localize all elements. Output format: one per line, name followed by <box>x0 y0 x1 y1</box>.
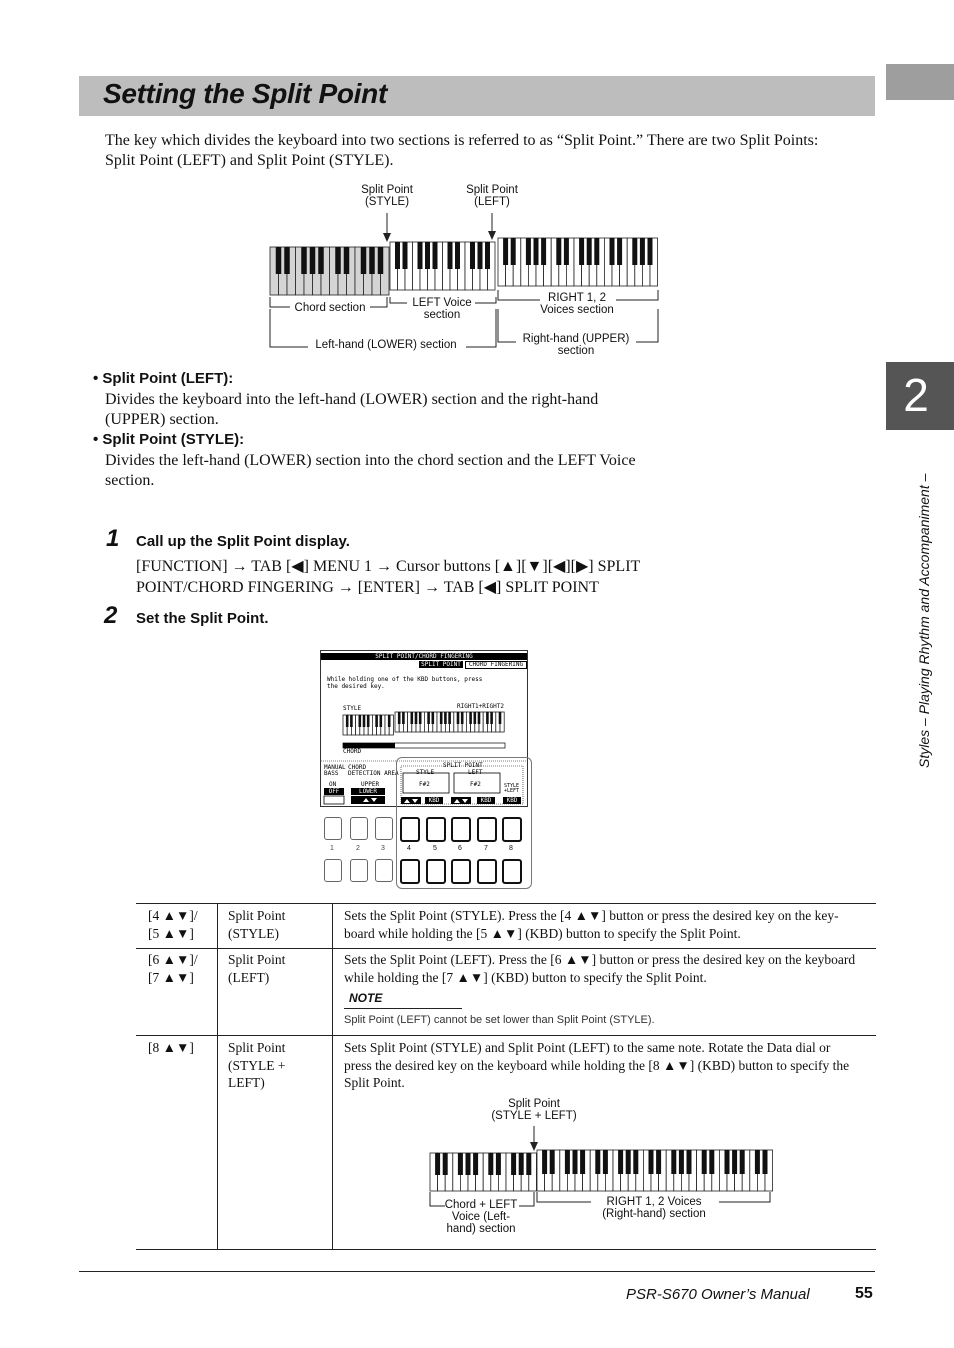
right-voice-section-black-key <box>511 238 516 265</box>
lcd-right-black-key <box>461 712 464 724</box>
right-voice-section-black-key <box>648 238 653 265</box>
lcd-right-black-key <box>490 712 493 724</box>
left-hand-section-black-key <box>526 1153 531 1175</box>
left-voice-section-black-key <box>395 242 400 269</box>
lcd-right-black-key <box>415 712 418 724</box>
step-1-line-2: POINT/CHORD FINGERING → [ENTER] → TAB [◀] SPLIT POINT <box>136 579 599 596</box>
lcd-left-black-key <box>350 715 353 727</box>
row1-description: Sets the Split Point (STYLE). Press the [4 ▲▼] button or press the desired key on the key- board while holding the [5 ▲▼] (KBD) button to specify the Split Point. <box>344 908 839 941</box>
left-voice-section-black-key <box>418 242 423 269</box>
left-hand-section-black-key <box>496 1153 501 1175</box>
panel-button-area <box>320 805 532 889</box>
lcd-style-left-label: STYLE +LEFT <box>504 783 520 794</box>
lcd-right-black-key <box>448 712 451 724</box>
bullet-text-left-2: (UPPER) section. <box>105 411 219 428</box>
chord-section-black-key <box>378 247 384 274</box>
left-hand-section-black-key <box>435 1153 440 1175</box>
right-hand-section-black-key <box>687 1150 692 1174</box>
right-voice-section-black-key <box>534 238 539 265</box>
panel-button-4-up[interactable] <box>400 817 420 842</box>
lcd-left-black-key <box>388 715 391 727</box>
bullet-text-style-2: section. <box>105 472 155 489</box>
panel-button-6-up[interactable] <box>451 817 471 842</box>
label-split-point-style: Split Point (STYLE) <box>361 184 413 208</box>
note-label: NOTE <box>349 991 383 1005</box>
left-hand-section-black-key <box>466 1153 471 1175</box>
chord-section-black-key <box>284 247 290 274</box>
table-row-rule-1 <box>136 948 876 949</box>
panel-number-1: 1 <box>330 845 334 852</box>
lcd-style-label: STYLE <box>343 705 362 712</box>
lcd-left-black-key <box>359 715 362 727</box>
right-hand-section-black-key <box>542 1150 547 1174</box>
left-hand-section-black-key <box>443 1153 448 1175</box>
label-split-point-left: Split Point (LEFT) <box>466 184 518 208</box>
step-2-heading: Set the Split Point. <box>136 610 269 627</box>
table-col-rule-2 <box>332 903 333 1249</box>
step-1-heading: Call up the Split Point display. <box>136 533 350 550</box>
chapter-side-title: Styles – Playing Rhythm and Accompaniment – <box>916 473 932 768</box>
right-hand-section-black-key <box>755 1150 760 1174</box>
panel-number-8: 8 <box>509 845 513 852</box>
left-voice-section-black-key <box>455 242 460 269</box>
right-hand-section-black-key <box>763 1150 768 1174</box>
panel-button-3-up[interactable] <box>375 817 393 840</box>
label-chord-left-voice-section: Chord + LEFT Voice (Left- hand) section <box>444 1199 518 1235</box>
lcd-upper-label: UPPER <box>361 781 380 788</box>
bullet-text-style-1: Divides the left-hand (LOWER) section into the chord section and the LEFT Voice <box>105 452 636 469</box>
lcd-tab-split-point[interactable]: SPLIT POINT <box>419 661 463 668</box>
lcd-right-black-key <box>444 712 447 724</box>
lcd-left-black-key <box>363 715 366 727</box>
panel-button-1-up[interactable] <box>324 817 342 840</box>
panel-button-2-down[interactable] <box>350 859 368 882</box>
lcd-right-label: RIGHT1+RIGHT2 <box>457 703 504 710</box>
right-hand-section-black-key <box>595 1150 600 1174</box>
panel-button-8-down[interactable] <box>502 859 522 884</box>
chord-section-black-key <box>276 247 282 274</box>
left-voice-section-black-key <box>448 242 453 269</box>
lcd-right-black-key <box>469 712 472 724</box>
panel-number-5: 5 <box>433 845 437 852</box>
left-voice-section-black-key <box>425 242 430 269</box>
chord-section-black-key <box>301 247 307 274</box>
lcd-chord-label: CHORD <box>343 748 362 755</box>
label-chord-section: Chord section <box>294 302 366 314</box>
panel-number-2: 2 <box>356 845 360 852</box>
lcd-right-black-key <box>499 712 502 724</box>
footer-rule <box>79 1271 875 1272</box>
lcd-manual-bass: MANUAL BASS <box>324 764 346 777</box>
right-voice-section-black-key <box>617 238 622 265</box>
lcd-right-black-key <box>411 712 414 724</box>
row2-name: Split Point (LEFT) <box>228 952 286 985</box>
row1-buttons: [4 ▲▼]/ [5 ▲▼] <box>148 908 198 941</box>
chord-section-black-key <box>310 247 316 274</box>
lcd-left-black-key <box>367 715 370 727</box>
right-hand-section-black-key <box>709 1150 714 1174</box>
left-voice-section-black-key <box>478 242 483 269</box>
panel-button-3-down[interactable] <box>375 859 393 882</box>
chapter-number: 2 <box>903 369 929 421</box>
left-hand-section-black-key <box>511 1153 516 1175</box>
lcd-tab-chord-fingering[interactable]: CHORD FINGERING <box>465 661 527 669</box>
right-hand-section-black-key <box>671 1150 676 1174</box>
right-voice-section-black-key <box>594 238 599 265</box>
panel-button-2-up[interactable] <box>350 817 368 840</box>
keyboard-split-diagram <box>260 205 670 355</box>
label-right-voices-section-2: RIGHT 1, 2 Voices (Right-hand) section <box>602 1196 706 1220</box>
bullet-heading-left: • Split Point (LEFT): <box>93 370 234 387</box>
right-hand-section-black-key <box>626 1150 631 1174</box>
chord-section-black-key <box>344 247 350 274</box>
label-left-voice-section: LEFT Voice section <box>412 297 472 321</box>
lcd-right-black-key <box>398 712 401 724</box>
lcd-kbd-label-7: KBD <box>477 797 495 804</box>
right-voice-section-black-key <box>610 238 615 265</box>
footer-manual-title: PSR-S670 Owner’s Manual <box>626 1286 810 1303</box>
chord-section-black-key <box>369 247 375 274</box>
chapter-tab <box>886 362 954 430</box>
lcd-style-note-value: F#2 <box>419 781 430 788</box>
lcd-off-label: OFF <box>324 788 344 795</box>
label-lower-section: Left-hand (LOWER) section <box>315 339 457 351</box>
right-voice-section-black-key <box>640 238 645 265</box>
lcd-right-black-key <box>486 712 489 724</box>
lcd-kbd-label-5: KBD <box>425 797 443 804</box>
label-upper-section: Right-hand (UPPER) section <box>522 333 630 357</box>
lcd-instruction-1: While holding one of the KBD buttons, press <box>327 676 483 683</box>
right-hand-section-black-key <box>725 1150 730 1174</box>
row1-name: Split Point (STYLE) <box>228 908 286 941</box>
lcd-right-black-key <box>427 712 430 724</box>
left-voice-section-black-key <box>470 242 475 269</box>
panel-button-7-up[interactable] <box>477 817 497 842</box>
panel-button-7-down[interactable] <box>477 859 497 884</box>
right-voice-section-black-key <box>632 238 637 265</box>
note-underline <box>344 1008 462 1009</box>
lcd-right-black-key <box>457 712 460 724</box>
chord-section-black-key <box>318 247 324 274</box>
lcd-left-box-label: LEFT <box>468 769 483 776</box>
row2-buttons: [6 ▲▼]/ [7 ▲▼] <box>148 952 198 985</box>
right-voice-section-black-key <box>579 238 584 265</box>
chord-section-black-key <box>335 247 341 274</box>
right-hand-section-black-key <box>565 1150 570 1174</box>
panel-number-6: 6 <box>458 845 462 852</box>
right-hand-section-black-key <box>740 1150 745 1174</box>
lcd-left-black-key <box>346 715 349 727</box>
right-voice-section-black-key <box>587 238 592 265</box>
left-voice-section-black-key <box>403 242 408 269</box>
table-bottom-rule <box>136 1249 876 1250</box>
row3-name: Split Point (STYLE + LEFT) <box>228 1040 286 1090</box>
right-voice-section-black-key <box>556 238 561 265</box>
right-voice-section-black-key <box>503 238 508 265</box>
right-hand-section-black-key <box>618 1150 623 1174</box>
right-voice-section-black-key <box>526 238 531 265</box>
lcd-right-black-key <box>432 712 435 724</box>
panel-button-5-down[interactable] <box>426 859 446 884</box>
right-hand-section-black-key <box>656 1150 661 1174</box>
label-right-voices-section: RIGHT 1, 2 Voices section <box>540 292 614 316</box>
bullet-heading-style: • Split Point (STYLE): <box>93 431 245 448</box>
right-hand-section-black-key <box>732 1150 737 1174</box>
lcd-lower-label: LOWER <box>351 788 385 795</box>
right-hand-section-black-key <box>702 1150 707 1174</box>
right-hand-section-black-key <box>679 1150 684 1174</box>
left-hand-section-black-key <box>458 1153 463 1175</box>
intro-line-1: The key which divides the keyboard into two sections is referred to as “Split Point.” There are two Split Points: <box>105 132 819 149</box>
note-text: Split Point (LEFT) cannot be set lower than Split Point (STYLE). <box>344 1014 655 1026</box>
corner-tab <box>886 64 954 100</box>
right-hand-section-black-key <box>550 1150 555 1174</box>
panel-button-4-down[interactable] <box>400 859 420 884</box>
right-hand-section-black-key <box>580 1150 585 1174</box>
left-hand-section-black-key <box>519 1153 524 1175</box>
lcd-left-note-value: F#2 <box>470 781 481 788</box>
panel-number-4: 4 <box>407 845 411 852</box>
left-hand-section-black-key <box>488 1153 493 1175</box>
footer-page-number: 55 <box>855 1285 873 1302</box>
table-col-rule-1 <box>217 903 218 1249</box>
step-2-number: 2 <box>104 602 118 629</box>
row3-buttons: [8 ▲▼] <box>148 1040 194 1055</box>
step-1-number: 1 <box>106 525 120 552</box>
keyboard-split-diagram-2 <box>425 1122 777 1222</box>
panel-button-5-up[interactable] <box>426 817 446 842</box>
lcd-split-point-label: SPLIT POINT <box>443 762 483 769</box>
lcd-style-box-label: STYLE <box>416 769 435 776</box>
row3-description: Sets Split Point (STYLE) and Split Point (LEFT) to the same note. Rotate the Data dial or press the desired key on the keyboard while holding the [8 ▲▼] (KBD) button to specify the Split Point. <box>344 1040 850 1090</box>
step-1-line-1: [FUNCTION] → TAB [◀] MENU 1 → Cursor buttons [▲][▼][◀][▶] SPLIT <box>136 558 641 575</box>
panel-number-3: 3 <box>381 845 385 852</box>
table-top-rule <box>136 903 876 904</box>
row2-description: Sets the Split Point (LEFT). Press the [6 ▲▼] button or press the desired key on the keyboard while holding the [7 ▲▼] (KBD) button to specify the Split Point. <box>344 952 856 985</box>
right-hand-section-black-key <box>649 1150 654 1174</box>
chord-section-black-key <box>361 247 367 274</box>
lcd-right-black-key <box>440 712 443 724</box>
lcd-chord-detection-area: CHORD DETECTION AREA <box>348 764 399 777</box>
left-voice-section-black-key <box>485 242 490 269</box>
lcd-instruction-2: the desired key. <box>327 683 385 690</box>
section-title: Setting the Split Point <box>103 78 387 109</box>
intro-line-2: Split Point (LEFT) and Split Point (STYLE). <box>105 152 394 169</box>
lcd-header: SPLIT POINT/CHORD FINGERING <box>321 653 527 660</box>
panel-button-8-up[interactable] <box>502 817 522 842</box>
lcd-left-black-key <box>380 715 383 727</box>
lcd-right-black-key <box>478 712 481 724</box>
right-hand-section-black-key <box>603 1150 608 1174</box>
panel-button-6-down[interactable] <box>451 859 471 884</box>
section-title-bar <box>79 76 875 116</box>
label-split-point-style-left: Split Point (STYLE + LEFT) <box>491 1098 577 1122</box>
panel-number-7: 7 <box>484 845 488 852</box>
panel-button-1-down[interactable] <box>324 859 342 882</box>
right-hand-section-black-key <box>573 1150 578 1174</box>
lcd-on-label: ON <box>329 781 337 788</box>
lcd-right-black-key <box>474 712 477 724</box>
bullet-text-left-1: Divides the keyboard into the left-hand (LOWER) section and the right-hand <box>105 391 599 408</box>
lcd-right-black-key <box>402 712 405 724</box>
lcd-right-black-key <box>419 712 422 724</box>
left-hand-section-black-key <box>473 1153 478 1175</box>
lcd-left-black-key <box>375 715 378 727</box>
left-voice-section-black-key <box>433 242 438 269</box>
lcd-kbd-label-8: KBD <box>503 797 521 804</box>
table-row-rule-2 <box>136 1035 876 1036</box>
right-hand-section-black-key <box>633 1150 638 1174</box>
right-voice-section-black-key <box>541 238 546 265</box>
right-voice-section-black-key <box>564 238 569 265</box>
